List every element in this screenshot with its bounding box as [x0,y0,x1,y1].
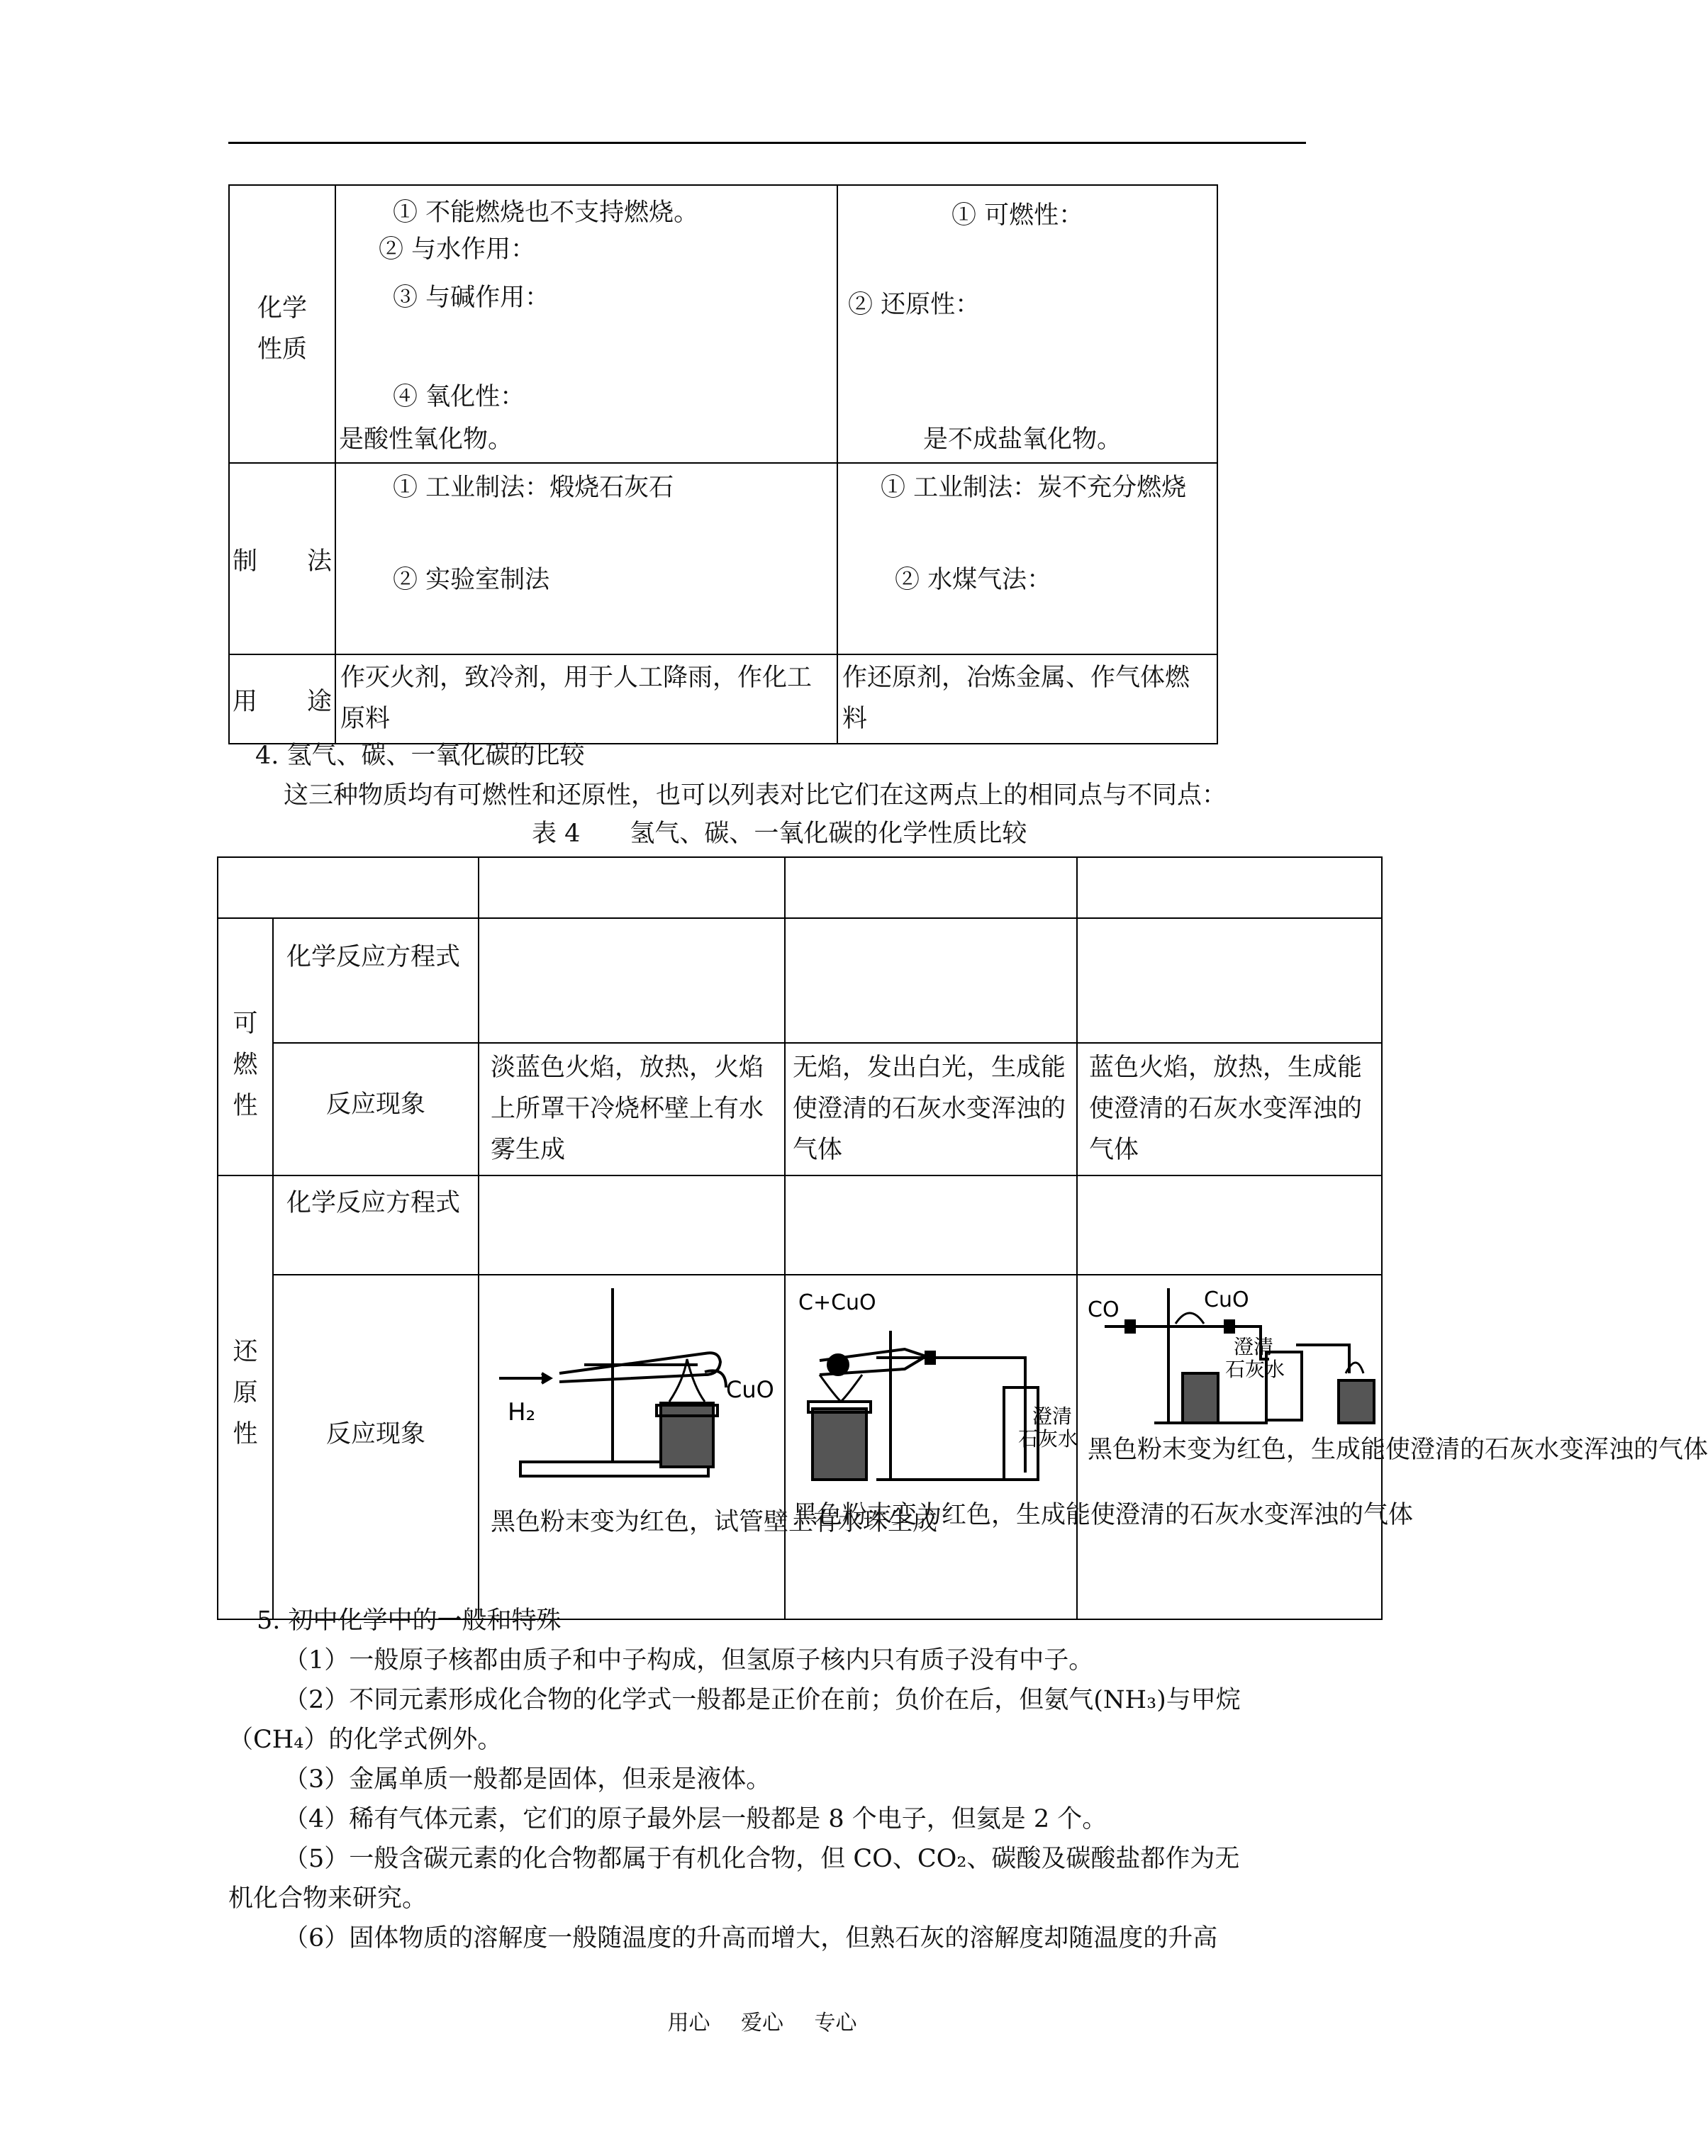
comb-equation-label: 化学反应方程式 [286,943,461,971]
h2-label: H₂ [508,1398,536,1427]
section-5-item-2-cont: （CH₄）的化学式例外。 [228,1726,503,1754]
co-preparation-cell [837,463,1217,654]
combustibility-label: 可 燃 性 [233,1010,258,1120]
red-equation-c [785,1175,1077,1275]
co-uses-text: 作还原剂，冶炼金属、作气体燃料 [842,664,1190,733]
section-4-heading: 4. 氢气、碳、一氧化碳的比较 [255,742,585,770]
section-5-item-1: （1）一般原子核都由质子和中子构成，但氢原子核内只有质子没有中子。 [284,1646,1094,1675]
red-phenomenon-c: 黑色粉末变为红色，生成能使澄清的石灰水变浑浊的气体 [793,1501,1414,1530]
combustibility-label-cell [218,918,273,1175]
chem-properties-label-cell [229,185,335,463]
page-footer: 用心 爱心 专心 [667,2011,857,2035]
co2-chem-item-4: ④ 氧化性： [393,383,525,411]
co2-preparation-cell [335,463,837,654]
co2-chem-item-2: ② 与水作用： [379,235,536,264]
header-cell-c [785,857,1077,918]
section-5-item-5: （5）一般含碳元素的化合物都属于有机化合物，但 CO、CO₂、碳酸及碳酸盐都作为无 [284,1845,1240,1873]
co-fig-cuo-label: CuO [1204,1288,1249,1313]
co2-chem-item-5: 是酸性氧化物。 [339,425,513,454]
comb-phenomenon-h2-cell [479,1043,785,1175]
comb-equation-c [785,918,1077,1043]
co-fig-co-label: CO [1088,1297,1120,1323]
section-5-item-3: （3）金属单质一般都是固体，但汞是液体。 [284,1765,771,1794]
section-4-intro: 这三种物质均有可燃性和还原性，也可以列表对比它们在这两点上的相同点与不同点： [284,781,1227,810]
co-uses-cell [837,654,1217,744]
c-cuo-label: C+CuO [798,1290,876,1316]
red-equation-h2 [479,1175,785,1275]
reducibility-label: 还 原 性 [233,1338,258,1448]
c-reduction-apparatus-figure [791,1281,1078,1487]
comb-phenomenon-c: 无焰，发出白光，生成能使澄清的石灰水变浑浊的气体 [793,1054,1066,1164]
header-cell-blank [218,857,479,918]
co2-uses-text: 作灭火剂，致冷剂，用于人工降雨，作化工原料 [340,664,813,733]
co2-uses-cell [335,654,837,744]
table-4-caption: 表 4 氢气、碳、一氧化碳的化学性质比较 [532,820,1027,848]
section-5-item-4: （4）稀有气体元素，它们的原子最外层一般都是 8 个电子，但氦是 2 个。 [284,1805,1107,1833]
co-chem-item-1: ① 可燃性： [951,201,1084,230]
red-equation-label: 化学反应方程式 [286,1189,461,1218]
header-cell-h2 [479,857,785,918]
comb-equation-label-cell [273,918,479,1043]
section-5-heading: 5. 初中化学中的一般和特殊 [257,1607,562,1635]
comb-phenomenon-co-cell [1077,1043,1382,1175]
co-chem-properties-cell [837,185,1217,463]
comb-phenomenon-label: 反应现象 [325,1090,425,1119]
c-fig-clear-label: 澄清 [1032,1404,1073,1429]
co2-prep-item-1: ① 工业制法：煅烧石灰石 [393,474,674,502]
header-cell-co [1077,857,1382,918]
section-5-item-6: （6）固体物质的溶解度一般随温度的升高而增大，但熟石灰的溶解度却随温度的升高 [284,1924,1218,1953]
red-phenomenon-label: 反应现象 [325,1420,425,1449]
red-equation-label-cell [273,1175,479,1275]
preparation-label-cell [229,463,335,654]
comb-phenomenon-h2: 淡蓝色火焰，放热，火焰上所罩干冷烧杯壁上有水雾生成 [491,1054,764,1164]
comb-equation-co [1077,918,1382,1043]
h2-c-co-comparison-table [217,856,1708,1620]
preparation-label: 制 法 [233,547,333,576]
comb-equation-h2 [479,918,785,1043]
co2-chem-item-3: ③ 与碱作用： [393,284,550,312]
co-chem-item-3: 是不成盐氧化物。 [923,425,1122,454]
co-prep-item-2: ② 水煤气法： [895,566,1052,594]
comb-phenomenon-label-cell [273,1043,479,1175]
red-phenomenon-co-cell [1077,1275,1708,1619]
section-5-item-5-cont: 机化合物来研究。 [228,1884,428,1913]
red-phenomenon-co: 黑色粉末变为红色，生成能使澄清的石灰水变浑浊的气体 [1088,1436,1708,1465]
reducibility-label-cell [218,1175,273,1619]
co2-chem-properties-cell [335,185,837,463]
red-phenomenon-h2: 黑色粉末变为红色，试管壁上有水珠生成 [491,1508,938,1537]
co-fig-limewater-label: 石灰水 [1225,1358,1285,1382]
uses-label-cell [229,654,335,744]
co-fig-clear-label: 澄清 [1234,1335,1274,1359]
co-prep-item-1: ① 工业制法：炭不充分燃烧 [881,474,1187,502]
co2-co-comparison-table [228,184,1218,744]
header-rule [228,142,1306,144]
co-chem-item-2: ② 还原性： [848,291,981,319]
red-phenomenon-label-cell [273,1275,479,1619]
comb-phenomenon-c-cell [785,1043,1077,1175]
chem-properties-label: 化学 性质 [257,294,307,364]
red-equation-co [1077,1175,1382,1275]
comb-phenomenon-co: 蓝色火焰，放热，生成能使澄清的石灰水变浑浊的气体 [1089,1054,1363,1164]
co2-chem-item-1: ① 不能燃烧也不支持燃烧。 [393,199,699,227]
c-fig-limewater-label: 石灰水 [1018,1427,1078,1451]
section-5-item-2: （2）不同元素形成化合物的化学式一般都是正价在前；负价在后，但氨气(NH₃)与甲烷 [284,1686,1241,1714]
co-reduction-apparatus-figure [1083,1281,1377,1430]
cuo-label: CuO [726,1376,774,1404]
uses-label: 用 途 [233,688,333,716]
co2-prep-item-2: ② 实验室制法 [393,566,550,594]
h2-reduction-apparatus-figure [492,1281,776,1487]
